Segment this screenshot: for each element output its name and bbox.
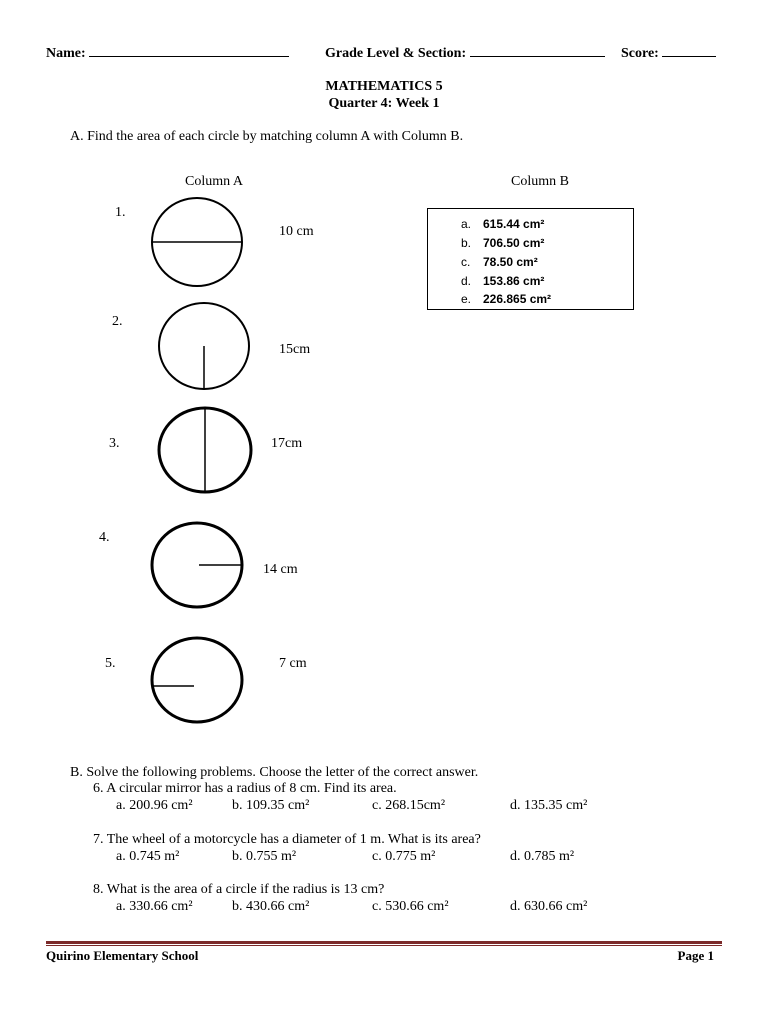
q6-option-c: c. 268.15cm² [372, 798, 446, 813]
item-2-number: 2. [112, 314, 123, 329]
question-8: 8. What is the area of a circle if the radius is 13 cm? [93, 882, 385, 897]
choice-letter: c. [461, 255, 471, 269]
score-label: Score: [621, 46, 659, 61]
question-6: 6. A circular mirror has a radius of 8 cm. Find its area. [93, 781, 397, 796]
q7-option-c: c. 0.775 m² [372, 849, 436, 864]
choice-b [461, 236, 544, 250]
choice-value: 226.865 cm² [483, 292, 552, 306]
choice-a [461, 217, 544, 231]
q6-option-b: b. 109.35 cm² [232, 798, 310, 813]
choice-value: 615.44 cm² [483, 217, 545, 231]
grade-section-label: Grade Level & Section: [325, 46, 467, 61]
item-3-measure: 17cm [271, 436, 303, 451]
circle-2 [159, 303, 249, 389]
circle-1 [152, 198, 242, 286]
choice-c [461, 255, 538, 269]
choice-e [461, 292, 551, 306]
choice-letter: a. [461, 217, 472, 231]
choice-letter: b. [461, 236, 472, 250]
part-a-instruction: A. Find the area of each circle by matching column A with Column B. [70, 129, 464, 144]
choice-letter: d. [461, 274, 472, 288]
q8-option-a: a. 330.66 cm² [116, 899, 193, 914]
choice-value: 706.50 cm² [483, 236, 545, 250]
item-1-measure: 10 cm [279, 224, 314, 239]
item-2-measure: 15cm [279, 342, 311, 357]
choice-value: 78.50 cm² [483, 255, 538, 269]
column-b-label: Column B [511, 174, 569, 189]
question-7: 7. The wheel of a motorcycle has a diameter of 1 m. What is its area? [93, 832, 481, 847]
part-b-instruction: B. Solve the following problems. Choose the letter of the correct answer. [70, 765, 479, 780]
footer-rule-thin [46, 945, 722, 946]
choice-value: 153.86 cm² [483, 274, 545, 288]
q8-option-d: d. 630.66 cm² [510, 899, 588, 914]
item-1-number: 1. [115, 205, 126, 220]
school-name: Quirino Elementary School [46, 948, 199, 963]
item-3-number: 3. [109, 436, 120, 451]
circle-3 [159, 408, 251, 492]
period-title: Quarter 4: Week 1 [328, 96, 440, 111]
q7-option-b: b. 0.755 m² [232, 849, 297, 864]
choice-d [461, 274, 544, 288]
item-4-number: 4. [99, 530, 110, 545]
name-label: Name: [46, 46, 86, 61]
circle-5 [152, 638, 242, 722]
q7-option-d: d. 0.785 m² [510, 849, 575, 864]
q6-option-d: d. 135.35 cm² [510, 798, 588, 813]
item-5-measure: 7 cm [279, 656, 307, 671]
subject-title: MATHEMATICS 5 [325, 79, 443, 94]
q7-option-a: a. 0.745 m² [116, 849, 180, 864]
q8-option-c: c. 530.66 cm² [372, 899, 449, 914]
circle-4 [152, 523, 242, 607]
column-a-label: Column A [185, 174, 243, 189]
q6-option-a: a. 200.96 cm² [116, 798, 193, 813]
page-number: Page 1 [677, 948, 714, 963]
column-b-choices-box [427, 208, 634, 310]
choice-letter: e. [461, 292, 472, 306]
footer-rule [46, 941, 722, 944]
item-4-measure: 14 cm [263, 562, 298, 577]
item-5-number: 5. [105, 656, 116, 671]
q8-option-b: b. 430.66 cm² [232, 899, 310, 914]
